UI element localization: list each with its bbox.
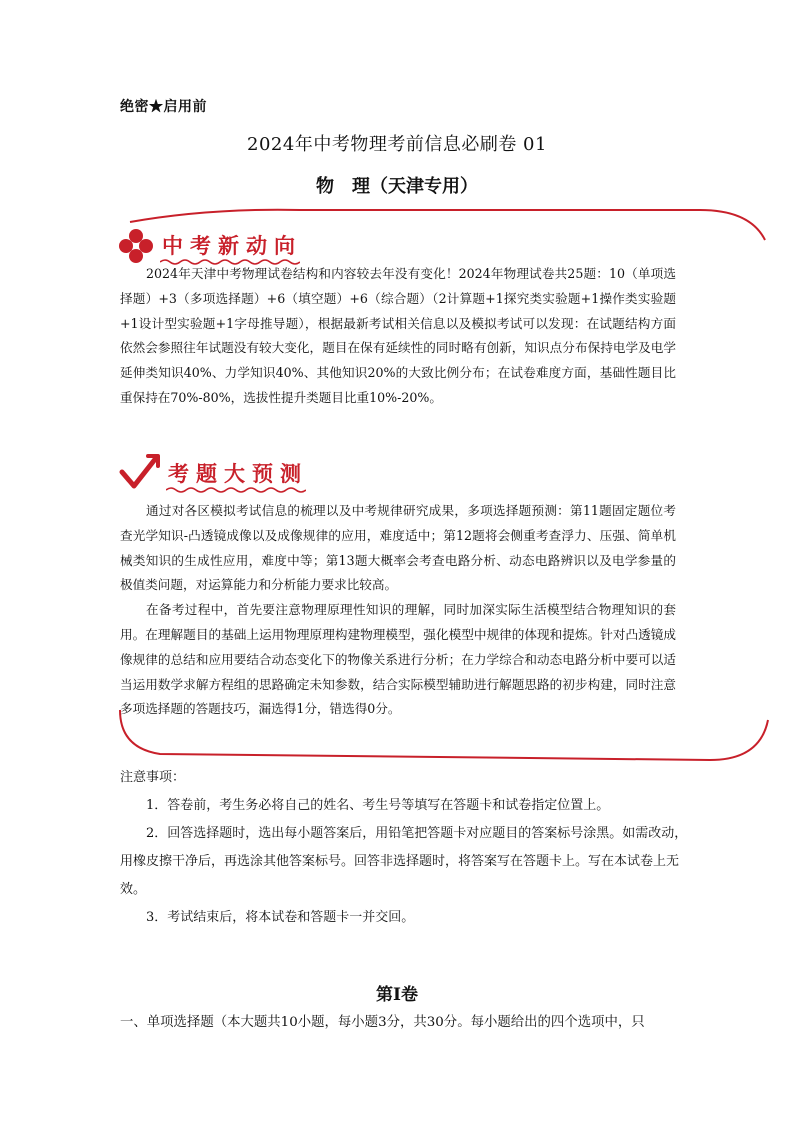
clover-icon bbox=[118, 228, 154, 264]
exam-title: 2024年中考物理考前信息必刷卷 01 bbox=[247, 134, 547, 155]
note-item: 3．考试结束后，将本试卷和答题卡一并交回。 bbox=[146, 910, 415, 925]
note-item: 2．回答选择题时，选出每小题答案后，用铅笔把答题卡对应题目的答案标号涂黑。如需改动，用橡皮擦干净后，再选涂其他答案标号。回答非选择题时，将答案写在答题卡上。写在本试卷上无效。 bbox=[120, 826, 688, 897]
section1-header bbox=[118, 226, 318, 266]
note-item: 1．答卷前，考生务必将自己的姓名、考生号等填写在答题卡和试卷指定位置上。 bbox=[146, 798, 610, 813]
question-section-intro: 一、单项选择题（本大题共10小题，每小题3分，共30分。每小题给出的四个选项中，只 bbox=[120, 1015, 645, 1030]
section1-body bbox=[120, 262, 676, 411]
section2-paragraph-2: 在备考过程中，首先要注意物理原理性知识的理解，同时加深实际生活模型结合物理知识的套用。在理解题目的基础上运用物理原理构建物理模型，强化模型中规律的体现和提炼。针对凸透镜成像规律的总结和应用要结合动态变化下的物像关系进行分析；在力学综合和动态电路分析中要可以适当运用数学求解方程组的思路确定未知参数，结合实际模型辅助进行解题思路的初步构建，同时注意多项选择题的答题技巧，漏选得1分，错选得0分。 bbox=[120, 602, 676, 717]
section1-paragraph: 2024年天津中考物理试卷结构和内容较去年没有变化！2024年物理试卷共25题：10（单项选择题）+3（多项选择题）+6（填空题）+6（综合题）（2计算题+1探究类实验题+1操作类实验题+1设计型实验题+1字母推导题），根据最新考试相关信息以及模拟考试可以发现：在试题结构方面依然会参照往年试题没有较大变化，题目在保有延续性的同时略有创新，知识点分布保持电学及电学延伸类知识40%、力学知识40%、其他知识20%的大致比例分布；在试卷难度方面，基础性题目比重保持在70%-80%，选拔性提升类题目比重10%-20%。 bbox=[120, 266, 676, 405]
check-arrow-icon bbox=[118, 452, 162, 492]
exam-subtitle: 物 理（天津专用） bbox=[316, 176, 478, 197]
section2-body bbox=[120, 499, 676, 722]
section1-heading: 中考新动向 bbox=[162, 234, 302, 258]
confidential-mark: 绝密★启用前 bbox=[120, 99, 207, 115]
part-title: 第Ⅰ卷 bbox=[376, 985, 418, 1005]
section2-paragraph-1: 通过对各区模拟考试信息的梳理以及中考规律研究成果，多项选择题预测：第11题固定题位考查光学知识-凸透镜成像以及成像规律的应用，难度适中；第12题将会侧重考查浮力、压强、简单机械类知识的生成性应用，难度中等；第13题大概率会考查电路分析、动态电路辨识以及电学参量的极值类问题，对运算能力和分析能力要求比较高。 bbox=[120, 503, 676, 593]
section2-header bbox=[118, 452, 318, 496]
notes-list bbox=[120, 792, 690, 932]
section2-heading: 考题大预测 bbox=[168, 462, 308, 486]
wave-underline bbox=[166, 486, 306, 494]
notes-label: 注意事项： bbox=[120, 770, 186, 785]
